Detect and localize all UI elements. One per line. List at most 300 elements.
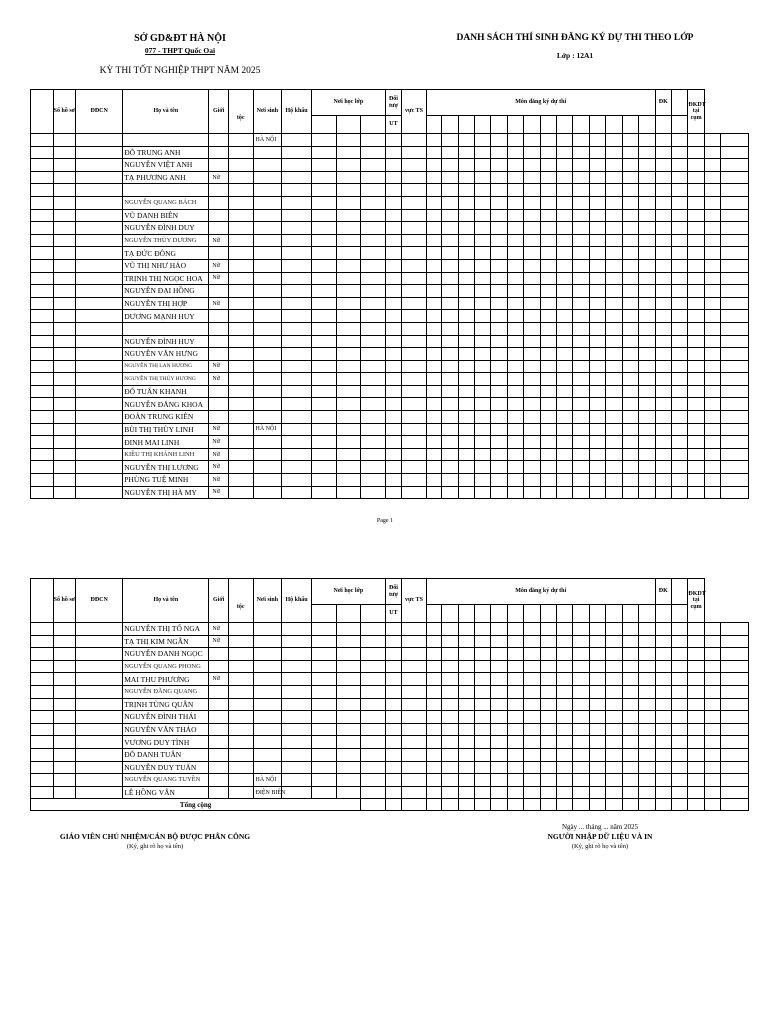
row-empty-cell xyxy=(606,461,622,474)
row-empty-cell xyxy=(336,184,361,197)
ethnicity-cell xyxy=(228,461,253,474)
row-empty-cell xyxy=(402,297,427,310)
row-empty-cell xyxy=(721,159,749,172)
row-empty-cell xyxy=(361,748,386,761)
row-empty-cell xyxy=(385,786,401,799)
row-empty-cell xyxy=(336,310,361,323)
row-empty-cell xyxy=(491,373,507,386)
student-sex: Nữ xyxy=(209,474,228,487)
sub-cell-dk xyxy=(655,116,671,134)
row-empty-cell xyxy=(31,322,54,335)
row-empty-cell xyxy=(311,247,336,260)
row-empty-cell xyxy=(589,786,605,799)
row-empty-cell xyxy=(606,748,622,761)
row-empty-cell xyxy=(557,660,573,673)
row-empty-cell xyxy=(31,748,54,761)
row-empty-cell xyxy=(721,272,749,285)
row-empty-cell xyxy=(402,648,427,661)
row-empty-cell xyxy=(557,786,573,799)
sub-cell-mon xyxy=(426,116,441,134)
row-empty-cell xyxy=(589,711,605,724)
ethnicity-cell xyxy=(228,159,253,172)
table-row xyxy=(31,134,749,147)
ethnicity-cell xyxy=(228,774,253,787)
table-row xyxy=(31,786,749,799)
student-name: NGUYỄN ĐĂNG KHOA xyxy=(123,398,209,411)
row-empty-cell xyxy=(442,648,458,661)
row-empty-cell xyxy=(442,335,458,348)
sub-cell-mon xyxy=(540,116,556,134)
row-empty-cell xyxy=(524,259,540,272)
student-sex xyxy=(209,685,228,698)
row-empty-cell xyxy=(606,222,622,235)
row-empty-cell xyxy=(557,134,573,147)
row-empty-cell xyxy=(474,423,490,436)
row-empty-cell xyxy=(336,673,361,686)
row-empty-cell xyxy=(402,373,427,386)
row-empty-cell xyxy=(671,234,687,247)
so-ho-so-cell xyxy=(53,461,76,474)
row-empty-cell xyxy=(474,698,490,711)
row-empty-cell xyxy=(474,385,490,398)
sub-cell-mon xyxy=(557,605,573,623)
row-empty-cell xyxy=(361,398,386,411)
total-empty-cell xyxy=(589,799,605,811)
birth-place xyxy=(253,648,282,661)
row-empty-cell xyxy=(622,234,638,247)
row-empty-cell xyxy=(426,146,441,159)
row-empty-cell xyxy=(573,685,589,698)
row-empty-cell xyxy=(442,711,458,724)
row-empty-cell xyxy=(671,461,687,474)
so-ho-so-cell xyxy=(53,774,76,787)
ethnicity-cell xyxy=(228,423,253,436)
birth-place xyxy=(253,711,282,724)
row-empty-cell xyxy=(671,635,687,648)
row-empty-cell xyxy=(622,285,638,298)
row-empty-cell xyxy=(639,159,656,172)
birth-place xyxy=(253,234,282,247)
so-ho-so-cell xyxy=(53,222,76,235)
table-row xyxy=(31,297,749,310)
row-empty-cell xyxy=(311,486,336,499)
row-empty-cell xyxy=(655,711,671,724)
row-empty-cell xyxy=(540,146,556,159)
row-empty-cell xyxy=(721,736,749,749)
row-empty-cell xyxy=(458,423,474,436)
row-empty-cell xyxy=(688,373,704,386)
total-empty-cell xyxy=(385,799,401,811)
so-ho-so-cell xyxy=(53,398,76,411)
row-empty-cell xyxy=(704,398,720,411)
sub-cell-noi-hoc-lop xyxy=(311,116,336,134)
row-empty-cell xyxy=(655,373,671,386)
row-empty-cell xyxy=(524,398,540,411)
sub-cell-mon xyxy=(639,605,656,623)
row-empty-cell xyxy=(361,761,386,774)
row-empty-cell xyxy=(557,335,573,348)
row-empty-cell xyxy=(688,774,704,787)
row-empty-cell xyxy=(557,761,573,774)
total-empty-cell xyxy=(540,799,556,811)
row-empty-cell xyxy=(524,736,540,749)
total-empty-cell xyxy=(402,799,427,811)
row-empty-cell xyxy=(385,159,401,172)
row-empty-cell xyxy=(540,134,556,147)
row-empty-cell xyxy=(442,373,458,386)
row-empty-cell xyxy=(474,623,490,636)
row-empty-cell xyxy=(474,748,490,761)
so-ho-so-cell xyxy=(53,736,76,749)
class-label: Lớp : 12A1 xyxy=(556,51,594,60)
ethnicity-cell xyxy=(228,761,253,774)
row-empty-cell xyxy=(606,171,622,184)
sub-cell-mon xyxy=(491,605,507,623)
row-empty-cell xyxy=(442,247,458,260)
row-empty-cell xyxy=(336,774,361,787)
row-empty-cell xyxy=(361,385,386,398)
row-empty-cell xyxy=(606,196,622,209)
row-empty-cell xyxy=(704,297,720,310)
row-empty-cell xyxy=(573,635,589,648)
row-empty-cell xyxy=(458,196,474,209)
row-empty-cell xyxy=(336,398,361,411)
row-empty-cell xyxy=(311,285,336,298)
row-empty-cell xyxy=(557,635,573,648)
row-empty-cell xyxy=(507,322,523,335)
row-empty-cell xyxy=(474,786,490,799)
row-empty-cell xyxy=(671,673,687,686)
row-empty-cell xyxy=(524,711,540,724)
row-empty-cell xyxy=(474,272,490,285)
row-empty-cell xyxy=(688,348,704,361)
row-empty-cell xyxy=(426,259,441,272)
row-empty-cell xyxy=(524,385,540,398)
row-empty-cell xyxy=(458,335,474,348)
row-empty-cell xyxy=(426,398,441,411)
student-name: TRỊNH THỊ NGỌC HOA xyxy=(123,272,209,285)
row-empty-cell xyxy=(524,723,540,736)
birth-place xyxy=(253,335,282,348)
row-empty-cell xyxy=(540,736,556,749)
row-empty-cell xyxy=(688,411,704,424)
row-empty-cell xyxy=(336,134,361,147)
row-empty-cell xyxy=(31,310,54,323)
row-empty-cell xyxy=(524,222,540,235)
row-empty-cell xyxy=(458,711,474,724)
row-empty-cell xyxy=(474,322,490,335)
row-empty-cell xyxy=(704,774,720,787)
row-empty-cell xyxy=(458,623,474,636)
student-sex: Nữ xyxy=(209,436,228,449)
row-empty-cell xyxy=(426,196,441,209)
row-empty-cell xyxy=(721,348,749,361)
row-empty-cell xyxy=(491,648,507,661)
row-empty-cell xyxy=(491,272,507,285)
ddcn-cell xyxy=(76,461,123,474)
row-empty-cell xyxy=(524,623,540,636)
row-empty-cell xyxy=(688,474,704,487)
row-empty-cell xyxy=(704,285,720,298)
row-empty-cell xyxy=(426,310,441,323)
row-empty-cell xyxy=(361,159,386,172)
birth-place xyxy=(253,209,282,222)
row-empty-cell xyxy=(639,761,656,774)
row-empty-cell xyxy=(540,310,556,323)
row-empty-cell xyxy=(671,761,687,774)
row-empty-cell xyxy=(540,171,556,184)
row-empty-cell xyxy=(458,685,474,698)
student-sex xyxy=(209,774,228,787)
row-empty-cell xyxy=(606,423,622,436)
ethnicity-cell xyxy=(228,310,253,323)
row-empty-cell xyxy=(606,723,622,736)
row-empty-cell xyxy=(458,660,474,673)
ethnicity-cell xyxy=(228,660,253,673)
row-empty-cell xyxy=(540,761,556,774)
row-empty-cell xyxy=(336,423,361,436)
row-empty-cell xyxy=(606,736,622,749)
row-empty-cell xyxy=(589,635,605,648)
row-empty-cell xyxy=(589,385,605,398)
row-empty-cell xyxy=(704,623,720,636)
row-empty-cell xyxy=(704,698,720,711)
so-ho-so-cell xyxy=(53,171,76,184)
row-empty-cell xyxy=(336,373,361,386)
student-sex: Nữ xyxy=(209,673,228,686)
row-empty-cell xyxy=(31,234,54,247)
student-sex: Nữ xyxy=(209,373,228,386)
row-empty-cell xyxy=(311,736,336,749)
ethnicity-cell xyxy=(228,736,253,749)
row-empty-cell xyxy=(282,360,312,373)
row-empty-cell xyxy=(336,385,361,398)
row-empty-cell xyxy=(336,335,361,348)
teacher-signature-title: GIÁO VIÊN CHỦ NHIỆM/CÁN BỘ ĐƯỢC PHÂN CÔNG xyxy=(59,832,251,841)
so-ho-so-cell xyxy=(53,761,76,774)
row-empty-cell xyxy=(458,373,474,386)
row-empty-cell xyxy=(402,234,427,247)
table-row xyxy=(31,322,749,335)
row-empty-cell xyxy=(622,184,638,197)
row-empty-cell xyxy=(589,259,605,272)
candidate-table-page1 xyxy=(30,89,749,499)
table-row xyxy=(31,623,749,636)
row-empty-cell xyxy=(557,310,573,323)
row-empty-cell xyxy=(540,184,556,197)
page-label: Page 1 xyxy=(376,518,394,524)
row-empty-cell xyxy=(704,385,720,398)
row-empty-cell xyxy=(458,398,474,411)
row-empty-cell xyxy=(589,373,605,386)
row-empty-cell xyxy=(671,335,687,348)
row-empty-cell xyxy=(639,247,656,260)
row-empty-cell xyxy=(402,310,427,323)
row-empty-cell xyxy=(622,146,638,159)
ethnicity-cell xyxy=(228,348,253,361)
row-empty-cell xyxy=(31,623,54,636)
row-empty-cell xyxy=(491,398,507,411)
row-empty-cell xyxy=(540,461,556,474)
row-empty-cell xyxy=(557,774,573,787)
row-empty-cell xyxy=(606,335,622,348)
row-empty-cell xyxy=(704,423,720,436)
sub-cell-mon xyxy=(442,605,458,623)
row-empty-cell xyxy=(31,698,54,711)
row-empty-cell xyxy=(688,285,704,298)
row-empty-cell xyxy=(361,423,386,436)
ethnicity-cell xyxy=(228,373,253,386)
row-empty-cell xyxy=(688,159,704,172)
row-empty-cell xyxy=(385,259,401,272)
table-row xyxy=(31,774,749,787)
row-empty-cell xyxy=(573,247,589,260)
row-empty-cell xyxy=(655,272,671,285)
row-empty-cell xyxy=(540,398,556,411)
total-empty-cell xyxy=(474,799,490,811)
row-empty-cell xyxy=(688,486,704,499)
row-empty-cell xyxy=(31,461,54,474)
row-empty-cell xyxy=(589,184,605,197)
ddcn-cell xyxy=(76,373,123,386)
row-empty-cell xyxy=(426,322,441,335)
ethnicity-cell xyxy=(228,322,253,335)
row-empty-cell xyxy=(474,373,490,386)
row-empty-cell xyxy=(361,209,386,222)
row-empty-cell xyxy=(282,748,312,761)
total-empty-cell xyxy=(622,799,638,811)
row-empty-cell xyxy=(639,310,656,323)
row-empty-cell xyxy=(474,247,490,260)
ddcn-cell xyxy=(76,423,123,436)
row-empty-cell xyxy=(336,660,361,673)
birth-place xyxy=(253,373,282,386)
row-empty-cell xyxy=(573,385,589,398)
col-header-dkdt: ĐKDT tại cụm xyxy=(688,579,704,623)
so-ho-so-cell xyxy=(53,711,76,724)
row-empty-cell xyxy=(688,335,704,348)
row-empty-cell xyxy=(704,247,720,260)
row-empty-cell xyxy=(474,448,490,461)
student-name: NGUYỄN THỊ LAN HƯƠNG xyxy=(123,360,209,373)
row-empty-cell xyxy=(458,171,474,184)
row-empty-cell xyxy=(557,436,573,449)
table-row xyxy=(31,761,749,774)
row-empty-cell xyxy=(557,259,573,272)
row-empty-cell xyxy=(361,184,386,197)
row-empty-cell xyxy=(385,335,401,348)
row-empty-cell xyxy=(491,184,507,197)
row-empty-cell xyxy=(311,461,336,474)
row-empty-cell xyxy=(402,348,427,361)
so-ho-so-cell xyxy=(53,623,76,636)
row-empty-cell xyxy=(507,285,523,298)
row-empty-cell xyxy=(573,774,589,787)
row-empty-cell xyxy=(540,635,556,648)
sub-cell-mon xyxy=(474,116,490,134)
row-empty-cell xyxy=(336,411,361,424)
row-empty-cell xyxy=(282,247,312,260)
row-empty-cell xyxy=(524,335,540,348)
row-empty-cell xyxy=(573,196,589,209)
row-empty-cell xyxy=(557,748,573,761)
row-empty-cell xyxy=(606,247,622,260)
table-row xyxy=(31,373,749,386)
row-empty-cell xyxy=(426,711,441,724)
row-empty-cell xyxy=(622,461,638,474)
row-empty-cell xyxy=(721,711,749,724)
row-empty-cell xyxy=(524,234,540,247)
row-empty-cell xyxy=(474,259,490,272)
row-empty-cell xyxy=(426,698,441,711)
ddcn-cell xyxy=(76,673,123,686)
row-empty-cell xyxy=(557,234,573,247)
row-empty-cell xyxy=(639,461,656,474)
birth-place xyxy=(253,184,282,197)
row-empty-cell xyxy=(704,222,720,235)
ethnicity-cell xyxy=(228,272,253,285)
birth-place xyxy=(253,272,282,285)
row-empty-cell xyxy=(622,736,638,749)
row-empty-cell xyxy=(282,234,312,247)
row-empty-cell xyxy=(606,761,622,774)
row-empty-cell xyxy=(704,322,720,335)
row-empty-cell xyxy=(426,385,441,398)
table-row xyxy=(31,259,749,272)
row-empty-cell xyxy=(474,348,490,361)
row-empty-cell xyxy=(589,335,605,348)
row-empty-cell xyxy=(655,398,671,411)
row-empty-cell xyxy=(589,398,605,411)
row-empty-cell xyxy=(655,297,671,310)
row-empty-cell xyxy=(573,234,589,247)
row-empty-cell xyxy=(639,774,656,787)
ethnicity-cell xyxy=(228,698,253,711)
row-empty-cell xyxy=(606,786,622,799)
student-sex xyxy=(209,196,228,209)
birth-place: ĐIỆN BIÊN xyxy=(253,786,282,799)
row-empty-cell xyxy=(442,723,458,736)
row-empty-cell xyxy=(639,209,656,222)
row-empty-cell xyxy=(361,723,386,736)
so-ho-so-cell xyxy=(53,698,76,711)
col-header-noi-hoc-lop: Nơi học lớp xyxy=(311,579,385,605)
row-empty-cell xyxy=(442,474,458,487)
row-empty-cell xyxy=(688,259,704,272)
row-empty-cell xyxy=(557,159,573,172)
col-header-so-ho-so: Số hồ sơ xyxy=(53,90,76,134)
row-empty-cell xyxy=(589,761,605,774)
table-row xyxy=(31,423,749,436)
row-empty-cell xyxy=(606,486,622,499)
student-name: NGUYỄN THỊ TỐ NGA xyxy=(123,623,209,636)
row-empty-cell xyxy=(474,285,490,298)
birth-place xyxy=(253,360,282,373)
row-empty-cell xyxy=(557,723,573,736)
row-empty-cell xyxy=(336,348,361,361)
row-empty-cell xyxy=(589,297,605,310)
birth-place xyxy=(253,348,282,361)
student-name: NGUYỄN ĐÌNH DUY xyxy=(123,222,209,235)
row-empty-cell xyxy=(524,786,540,799)
sub-cell-noi-hoc-lop xyxy=(311,605,336,623)
row-empty-cell xyxy=(426,222,441,235)
row-empty-cell xyxy=(655,448,671,461)
exam-title: KỲ THI TỐT NGHIỆP THPT NĂM 2025 xyxy=(99,66,261,76)
col-header-ut: UT xyxy=(385,605,401,623)
row-empty-cell xyxy=(639,234,656,247)
so-ho-so-cell xyxy=(53,310,76,323)
